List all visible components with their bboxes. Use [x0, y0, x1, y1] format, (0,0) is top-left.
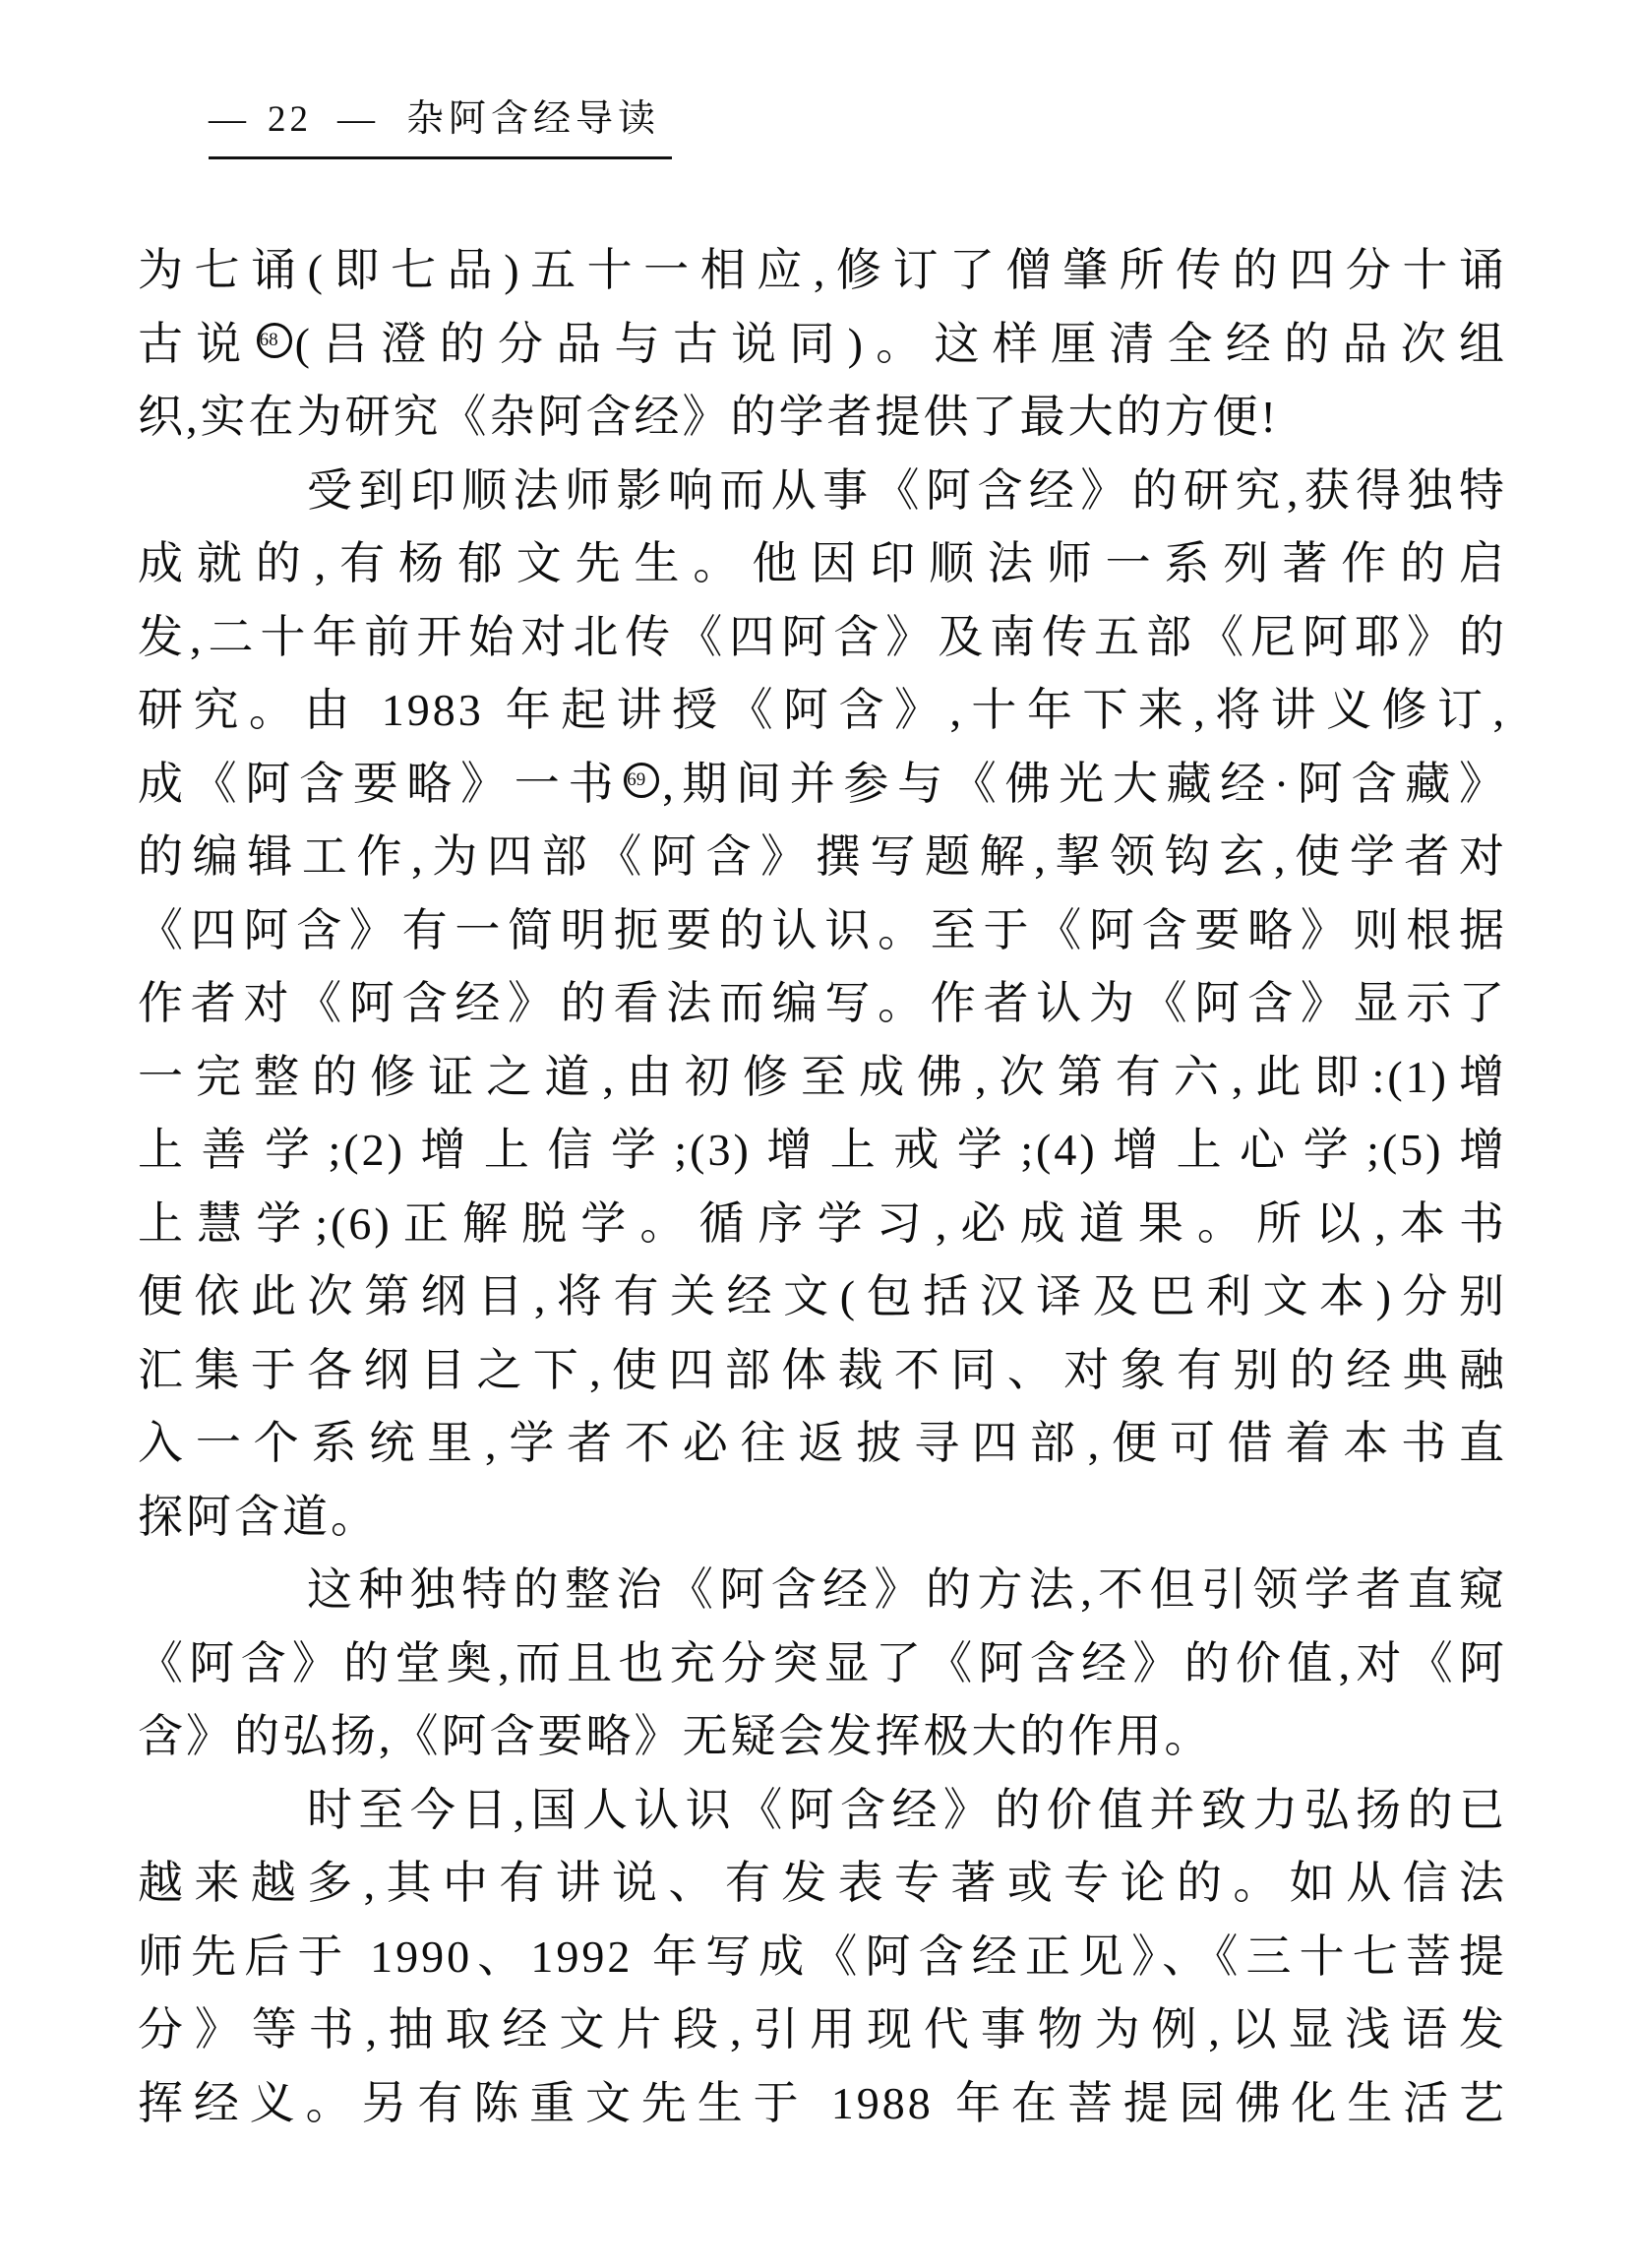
- text-line: [138, 1993, 1507, 2067]
- text-segment: 研究。由 1983 年起讲授《阿含》,十年下来,将讲义修订,: [138, 685, 1507, 735]
- text-line: [138, 821, 1507, 894]
- text-segment: 上善学;(2)增上信学;(3)增上戒学;(4)增上心学;(5)增: [138, 1125, 1507, 1175]
- footnote-marker: 69: [624, 763, 659, 798]
- text-segment: 越来越多,其中有讲说、有发表专著或专论的。如从信法: [138, 1858, 1507, 1908]
- text-line: [138, 2067, 1507, 2141]
- page-number: 22: [268, 99, 312, 140]
- text-segment: 时至今日,国人认识《阿含经》的价值并致力弘扬的已: [307, 1784, 1507, 1835]
- text-line: [138, 1260, 1507, 1334]
- header-dash-left: —: [209, 98, 246, 140]
- text-line: [138, 1627, 1507, 1701]
- text-line: [138, 1188, 1507, 1261]
- text-line: [138, 1554, 1507, 1627]
- text-segment: 《阿含》的堂奥,而且也充分突显了《阿含经》的价值,对《阿: [138, 1637, 1507, 1688]
- body-text: [138, 234, 1507, 2140]
- text-line: [138, 455, 1507, 528]
- book-title: 杂阿含经导读: [406, 98, 661, 140]
- text-segment: 含》的弘扬,《阿含要略》无疑会发挥极大的作用。: [138, 1711, 1213, 1761]
- text-line: [138, 674, 1507, 748]
- footnote-marker: 68: [257, 323, 292, 358]
- text-line: [138, 601, 1507, 675]
- text-line: [138, 1407, 1507, 1481]
- text-line: [138, 308, 1507, 382]
- text-segment: 的编辑工作,为四部《阿含》撰写题解,挈领钩玄,使学者对: [138, 831, 1507, 882]
- text-line: [138, 967, 1507, 1041]
- text-segment: 发,二十年前开始对北传《四阿含》及南传五部《尼阿耶》的: [138, 611, 1507, 662]
- text-segment: ,期间并参与《佛光大藏经·阿含藏》: [662, 758, 1507, 809]
- text-segment: 分》等书,抽取经文片段,引用现代事物为例,以显浅语发: [138, 2004, 1507, 2054]
- text-segment: (吕澄的分品与古说同)。这样厘清全经的品次组: [294, 318, 1508, 369]
- text-segment: 师先后于 1990、1992 年写成《阿含经正见》、《三十七菩提: [138, 1931, 1507, 1982]
- text-segment: 成就的,有杨郁文先生。他因印顺法师一系列著作的启: [138, 538, 1507, 588]
- text-segment: 受到印顺法师影响而从事《阿含经》的研究,获得独特: [307, 464, 1507, 516]
- text-segment: 挥经义。另有陈重文先生于 1988 年在菩提园佛化生活艺: [138, 2077, 1507, 2128]
- text-segment: 便依此次第纲目,将有关经文(包括汉译及巴利文本)分别: [138, 1271, 1507, 1321]
- text-line: [138, 1921, 1507, 1994]
- text-line: [138, 1041, 1507, 1115]
- text-segment: 入一个系统里,学者不必往返披寻四部,便可借着本书直: [138, 1418, 1507, 1468]
- text-segment: 古说: [138, 318, 255, 369]
- text-line: [138, 894, 1507, 968]
- text-segment: 作者对《阿含经》的看法而编写。作者认为《阿含》显示了: [138, 978, 1507, 1028]
- text-line: [138, 381, 1507, 455]
- text-segment: 一完整的修证之道,由初修至成佛,次第有六,此即:(1)增: [138, 1051, 1507, 1102]
- text-segment: 上慧学;(6)正解脱学。循序学习,必成道果。所以,本书: [138, 1197, 1507, 1249]
- text-line: [138, 1334, 1507, 1408]
- text-line: [138, 527, 1507, 601]
- text-line: [138, 1700, 1507, 1774]
- text-line: [138, 234, 1507, 308]
- header-dash-right: —: [337, 98, 375, 140]
- text-line: [138, 1774, 1507, 1848]
- text-segment: 成《阿含要略》一书: [138, 758, 623, 809]
- text-segment: 《四阿含》有一简明扼要的认识。至于《阿含要略》则根据: [138, 904, 1507, 955]
- text-segment: 为七诵(即七品)五十一相应,修订了僧肇所传的四分十诵: [138, 245, 1507, 295]
- text-segment: 探阿含道。: [138, 1491, 379, 1542]
- text-segment: 汇集于各纲目之下,使四部体裁不同、对象有别的经典融: [138, 1344, 1507, 1395]
- text-line: [138, 1481, 1507, 1555]
- text-segment: 织,实在为研究《杂阿含经》的学者提供了最大的方便!: [138, 392, 1279, 442]
- text-line: [138, 748, 1507, 822]
- text-line: [138, 1114, 1507, 1188]
- text-segment: 这种独特的整治《阿含经》的方法,不但引领学者直窥: [307, 1564, 1507, 1615]
- text-line: [138, 1847, 1507, 1921]
- page-header: [209, 98, 672, 159]
